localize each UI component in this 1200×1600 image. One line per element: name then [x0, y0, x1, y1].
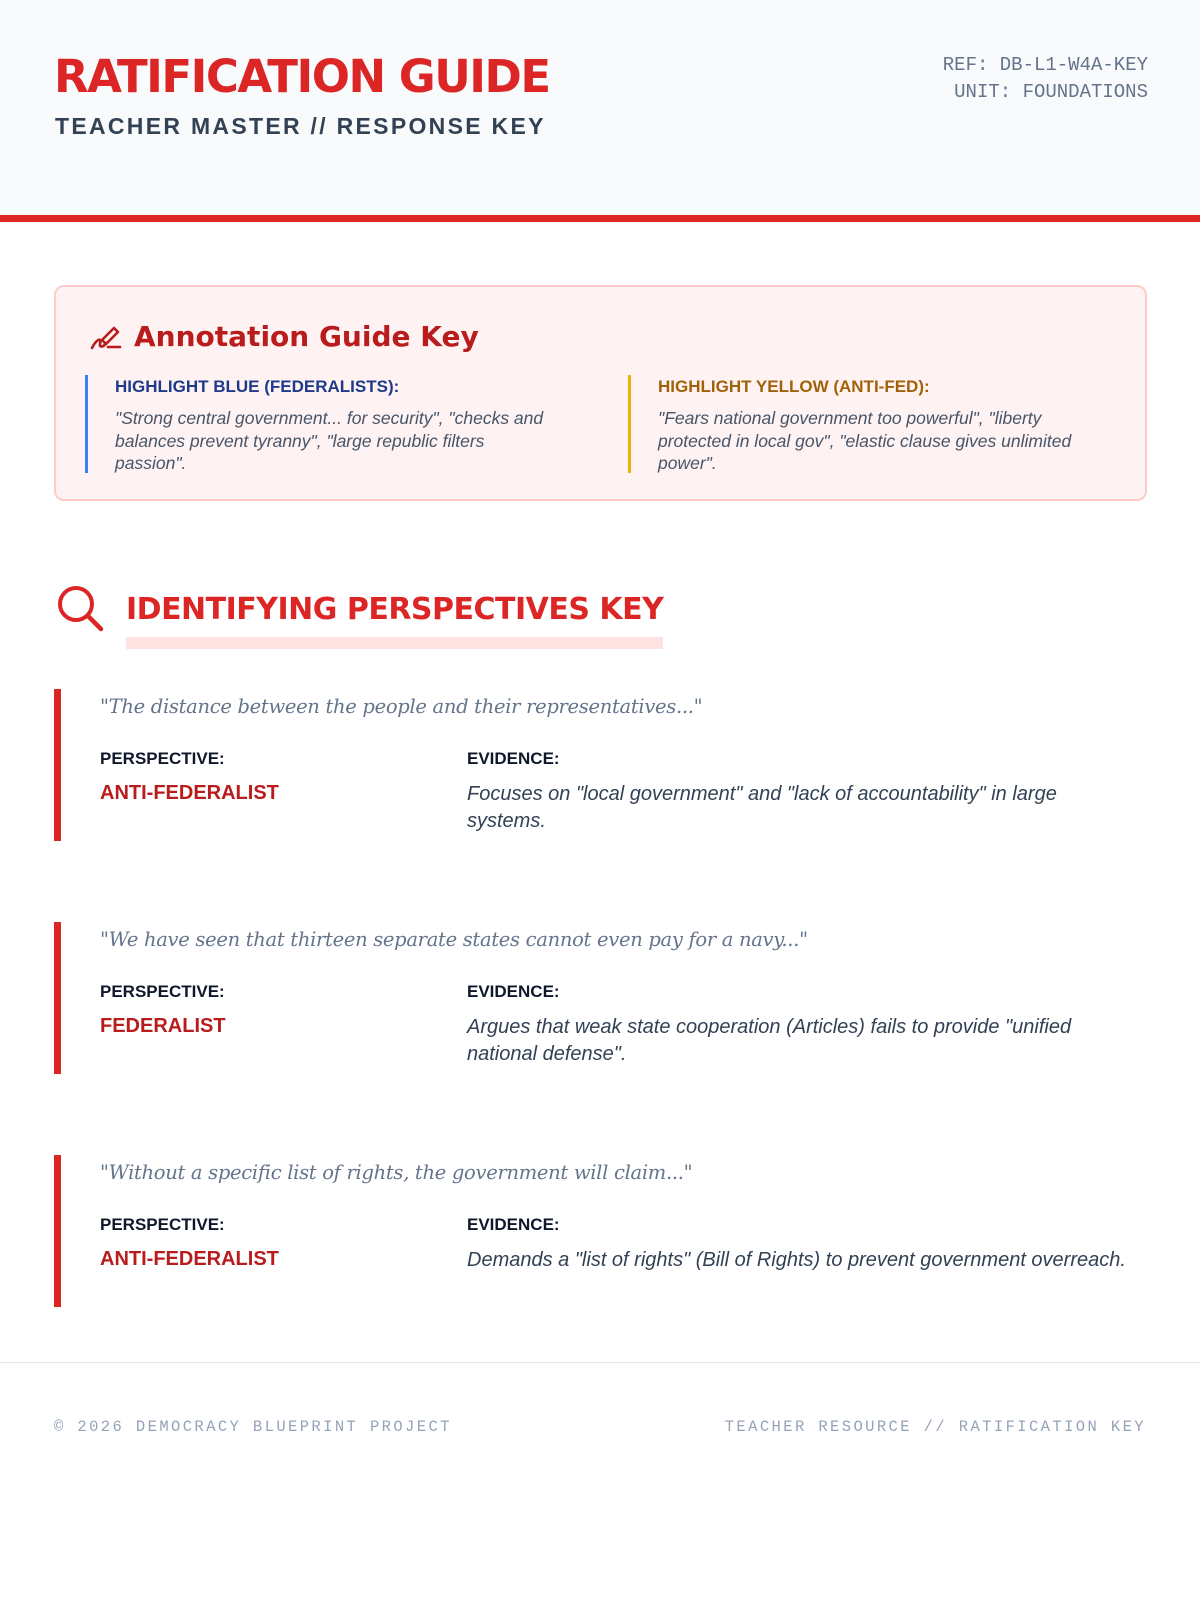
highlight-blue-label: HIGHLIGHT BLUE (FEDERALISTS):	[115, 377, 400, 396]
footer-resource-label: TEACHER RESOURCE // RATIFICATION KEY	[724, 1418, 1146, 1436]
perspective-label: PERSPECTIVE:	[100, 1215, 225, 1234]
reference-code: REF: DB-L1-W4A-KEY	[942, 54, 1148, 76]
page-title: RATIFICATION GUIDE	[54, 50, 550, 103]
highlight-yellow-label: HIGHLIGHT YELLOW (ANTI-FED):	[658, 377, 930, 396]
perspective-entry	[54, 922, 1147, 1074]
section-title-wrap	[126, 592, 663, 627]
reference-block	[943, 52, 1148, 106]
evidence-label: EVIDENCE:	[467, 749, 560, 768]
entry-quote: "We have seen that thirteen separate states cannot even pay for a navy..."	[100, 928, 808, 951]
perspective-entry	[54, 1155, 1147, 1307]
perspectives-section-heading	[56, 584, 663, 634]
search-icon	[56, 584, 106, 634]
highlight-yellow-examples: "Fears national government too powerful", "liberty protected in local gov", "elastic clause gives unlimited power".	[658, 408, 1072, 473]
section-title-underline	[126, 637, 663, 649]
page-subtitle: TEACHER MASTER // RESPONSE KEY	[55, 113, 546, 139]
perspective-answer: ANTI-FEDERALIST	[100, 782, 279, 804]
signature-pen-icon	[88, 322, 122, 352]
highlight-blue-column	[85, 375, 560, 473]
evidence-answer: Argues that weak state cooperation (Articles) fails to provide "unified national defense".	[467, 1016, 1072, 1065]
annotation-key-heading	[88, 320, 479, 353]
annotation-key-title: Annotation Guide Key	[134, 320, 479, 353]
highlight-yellow-column	[628, 375, 1103, 473]
unit-label: UNIT: FOUNDATIONS	[954, 81, 1148, 103]
perspective-label: PERSPECTIVE:	[100, 982, 225, 1001]
evidence-answer: Focuses on "local government" and "lack of accountability" in large systems.	[467, 783, 1057, 832]
perspective-answer: ANTI-FEDERALIST	[100, 1248, 279, 1270]
perspective-answer: FEDERALIST	[100, 1015, 226, 1037]
evidence-label: EVIDENCE:	[467, 1215, 560, 1234]
footer-divider	[0, 1362, 1200, 1363]
entry-quote: "The distance between the people and their representatives..."	[100, 695, 703, 718]
evidence-label: EVIDENCE:	[467, 982, 560, 1001]
evidence-answer: Demands a "list of rights" (Bill of Rights) to prevent government overreach.	[467, 1249, 1126, 1271]
footer-copyright: © 2026 DEMOCRACY BLUEPRINT PROJECT	[54, 1418, 452, 1436]
section-title: IDENTIFYING PERSPECTIVES KEY	[126, 591, 664, 627]
perspective-entry	[54, 689, 1147, 841]
perspective-label: PERSPECTIVE:	[100, 749, 225, 768]
entry-quote: "Without a specific list of rights, the government will claim..."	[100, 1161, 693, 1184]
annotation-guide-key	[54, 285, 1147, 501]
highlight-blue-examples: "Strong central government... for security", "checks and balances prevent tyranny", "large republic filters passion".	[115, 408, 544, 473]
page-header	[0, 0, 1200, 222]
